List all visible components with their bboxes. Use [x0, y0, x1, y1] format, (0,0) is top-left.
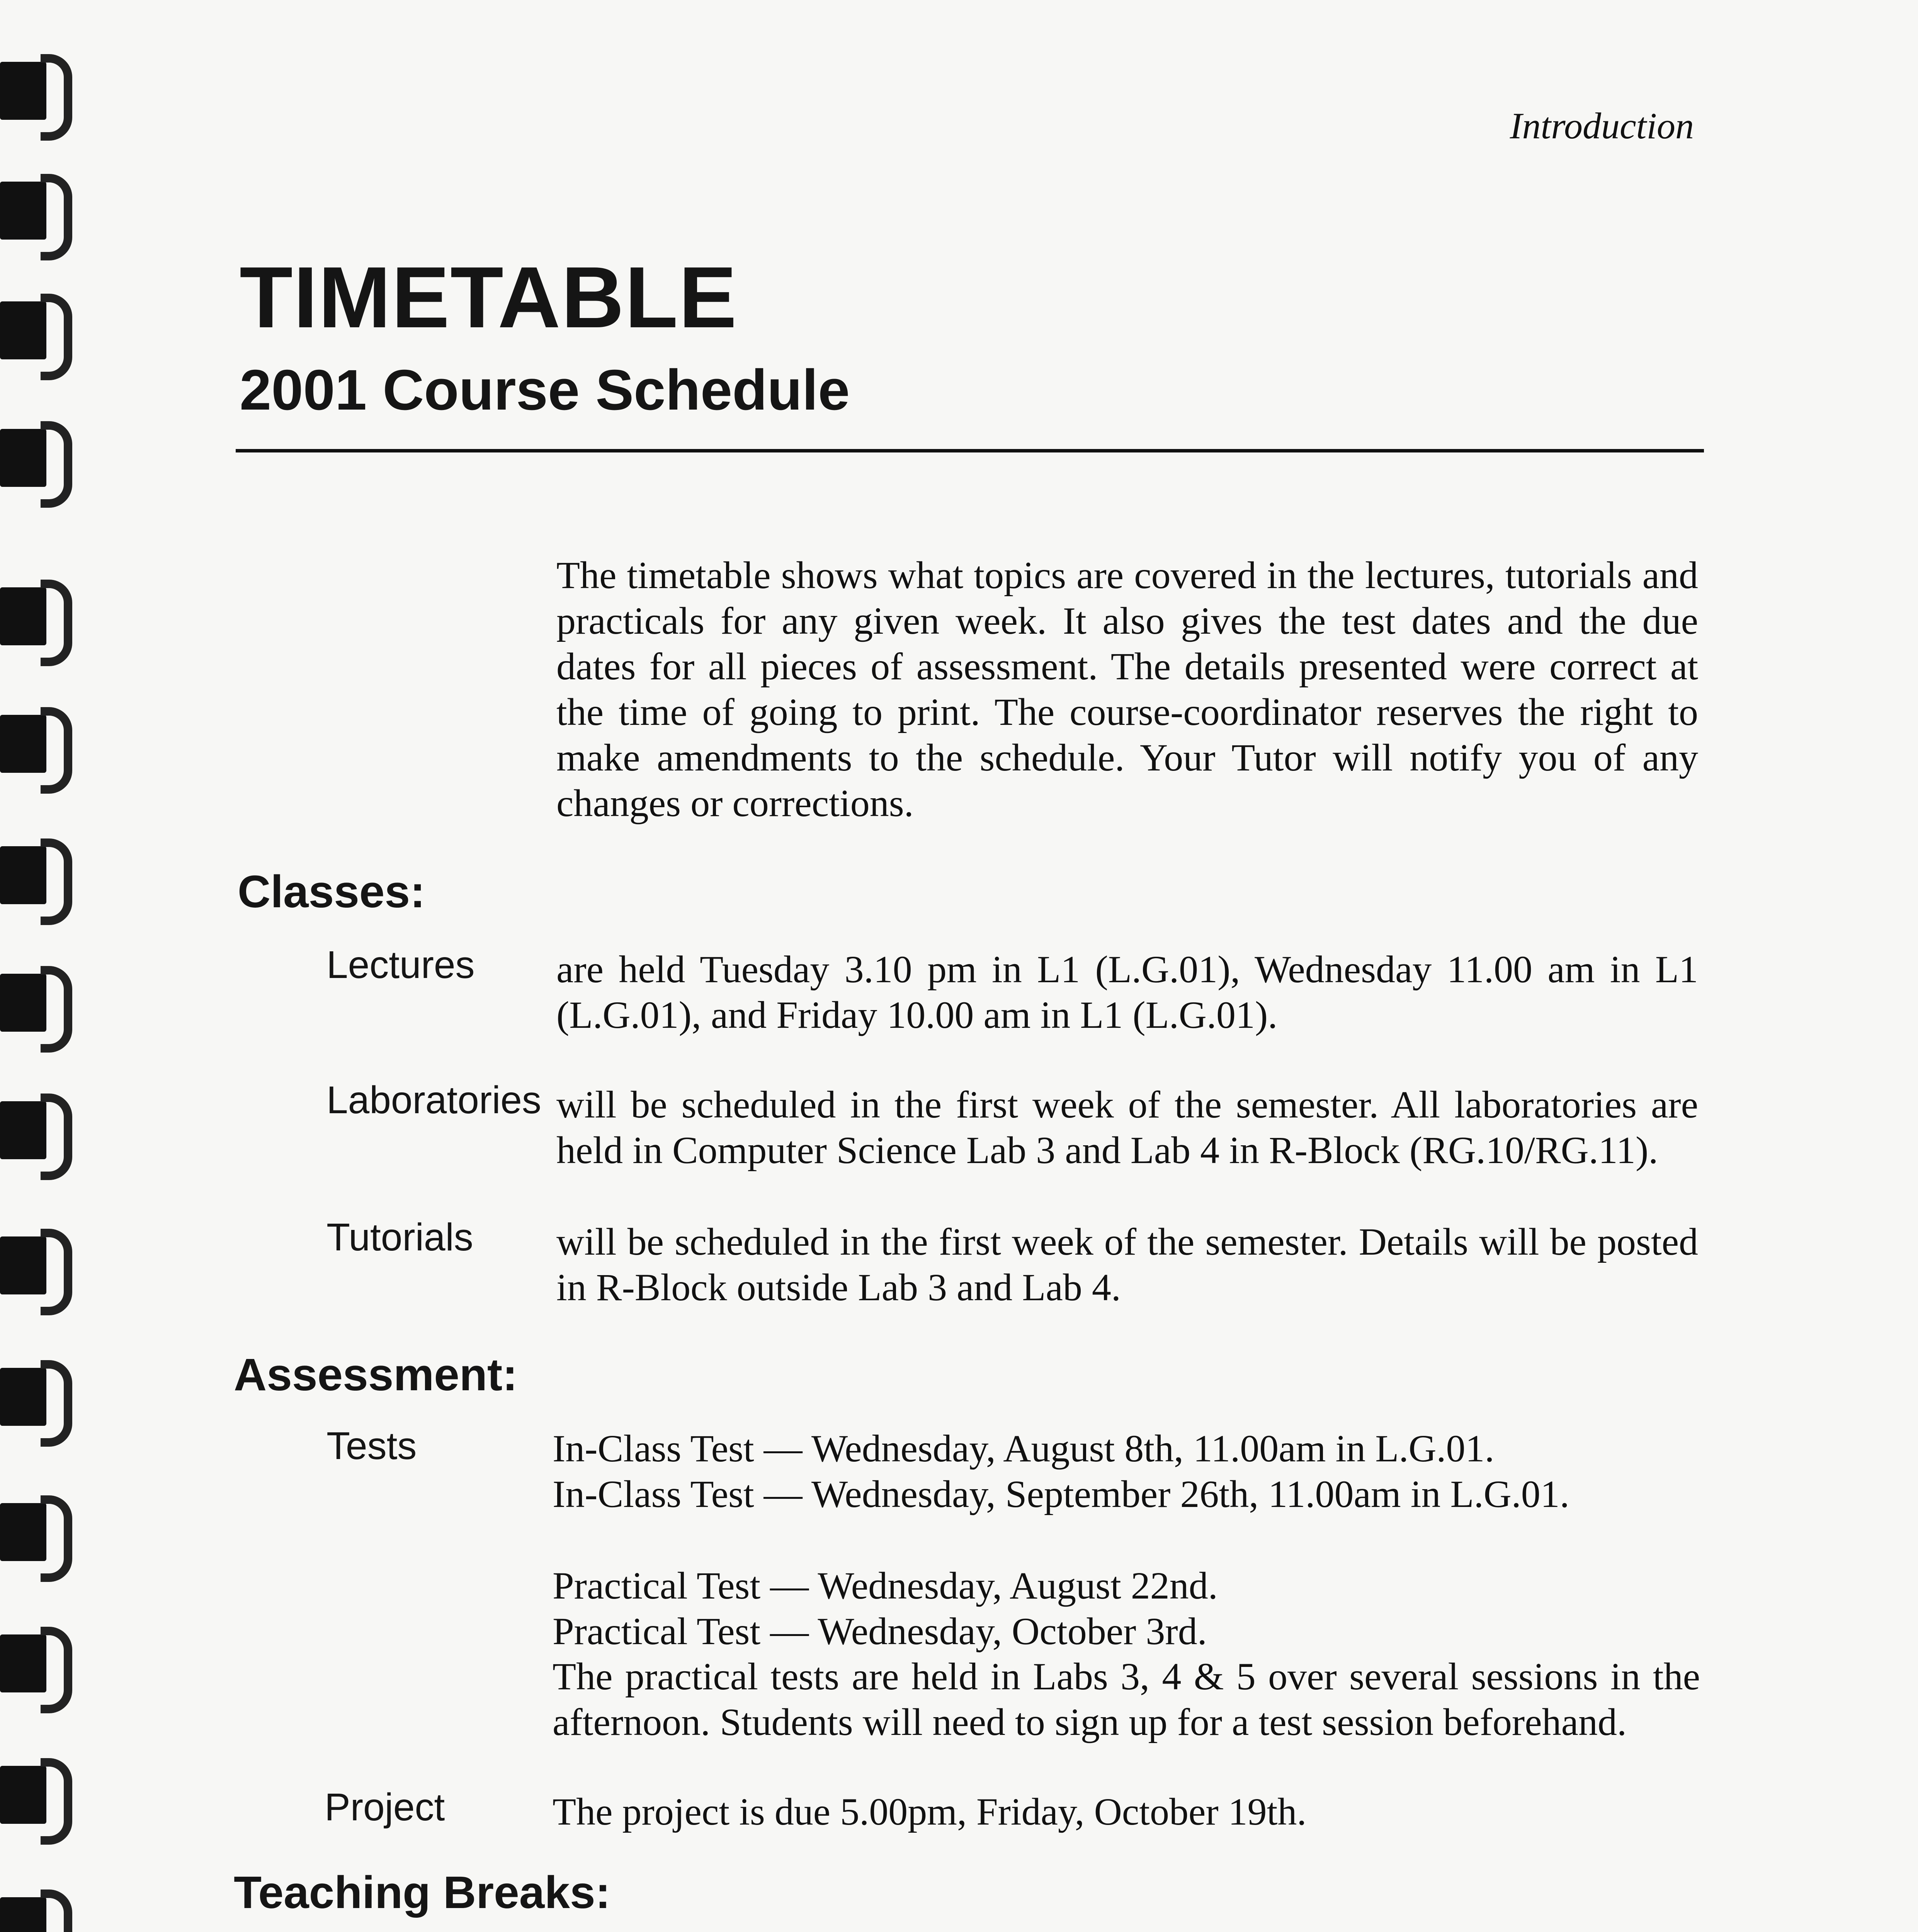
title-rule [236, 449, 1704, 452]
binding-ring [0, 54, 66, 128]
lectures-label: Lectures [326, 943, 475, 986]
teaching-breaks-heading: Teaching Breaks: [234, 1867, 610, 1918]
binding-ring [0, 580, 66, 653]
classes-heading: Classes: [238, 866, 425, 917]
practical-tests [553, 1563, 1700, 1654]
tests-label: Tests [326, 1424, 417, 1468]
binding-ring [0, 1360, 66, 1434]
spiral-binding [0, 0, 77, 1932]
binding-ring [0, 1495, 66, 1569]
binding-ring [0, 1229, 66, 1302]
binding-ring [0, 1758, 66, 1832]
in-class-tests [553, 1426, 1700, 1517]
page-subtitle: 2001 Course Schedule [240, 358, 850, 422]
practical-test-2: Practical Test — Wednesday, October 3rd. [553, 1610, 1207, 1653]
binding-ring [0, 707, 66, 781]
binding-ring [0, 1627, 66, 1700]
laboratories-text: will be scheduled in the first week of the semester. All laboratories are held in Computer Science Lab 3 and Lab 4 in R-Block (RG.10/RG.11). [556, 1083, 1698, 1172]
in-class-test-2: In-Class Test — Wednesday, September 26th, 11.00am in L.G.01. [553, 1473, 1569, 1515]
assessment-heading: Assessment: [234, 1349, 518, 1400]
binding-ring [0, 1094, 66, 1167]
intro-paragraph: The timetable shows what topics are covered in the lectures, tutorials and practicals for any given week. It also gives the test dates and the due dates for all pieces of assessment. The details presented were correct at the time of going to print. The course-coordinator reserves the right to make amendments to the schedule. Your Tutor will notify you of any changes or corrections. [556, 554, 1698, 825]
project-text: The project is due 5.00pm, Friday, October 19th. [553, 1790, 1307, 1833]
binding-ring [0, 421, 66, 495]
project-label: Project [325, 1786, 445, 1829]
page-title: TIMETABLE [240, 248, 738, 346]
tutorials-label: Tutorials [326, 1216, 473, 1259]
binding-ring [0, 838, 66, 912]
tutorials-text: will be scheduled in the first week of the semester. Details will be posted in R-Block outside Lab 3 and Lab 4. [556, 1220, 1698, 1309]
running-head: Introduction [1510, 105, 1694, 146]
in-class-test-1: In-Class Test — Wednesday, August 8th, 11.00am in L.G.01. [553, 1427, 1495, 1470]
laboratories-label: Laboratories [326, 1078, 541, 1122]
binding-ring [0, 1889, 66, 1932]
binding-ring [0, 966, 66, 1039]
lectures-text: are held Tuesday 3.10 pm in L1 (L.G.01), Wednesday 11.00 am in L1 (L.G.01), and Friday 10.00 am in L1 (L.G.01). [556, 948, 1698, 1036]
binding-ring [0, 174, 66, 247]
practical-tests-note: The practical tests are held in Labs 3, 4 & 5 over several sessions in the afternoon. Students will need to sign up for a test session beforehand. [553, 1655, 1700, 1743]
practical-test-1: Practical Test — Wednesday, August 22nd. [553, 1564, 1218, 1607]
binding-ring [0, 294, 66, 367]
